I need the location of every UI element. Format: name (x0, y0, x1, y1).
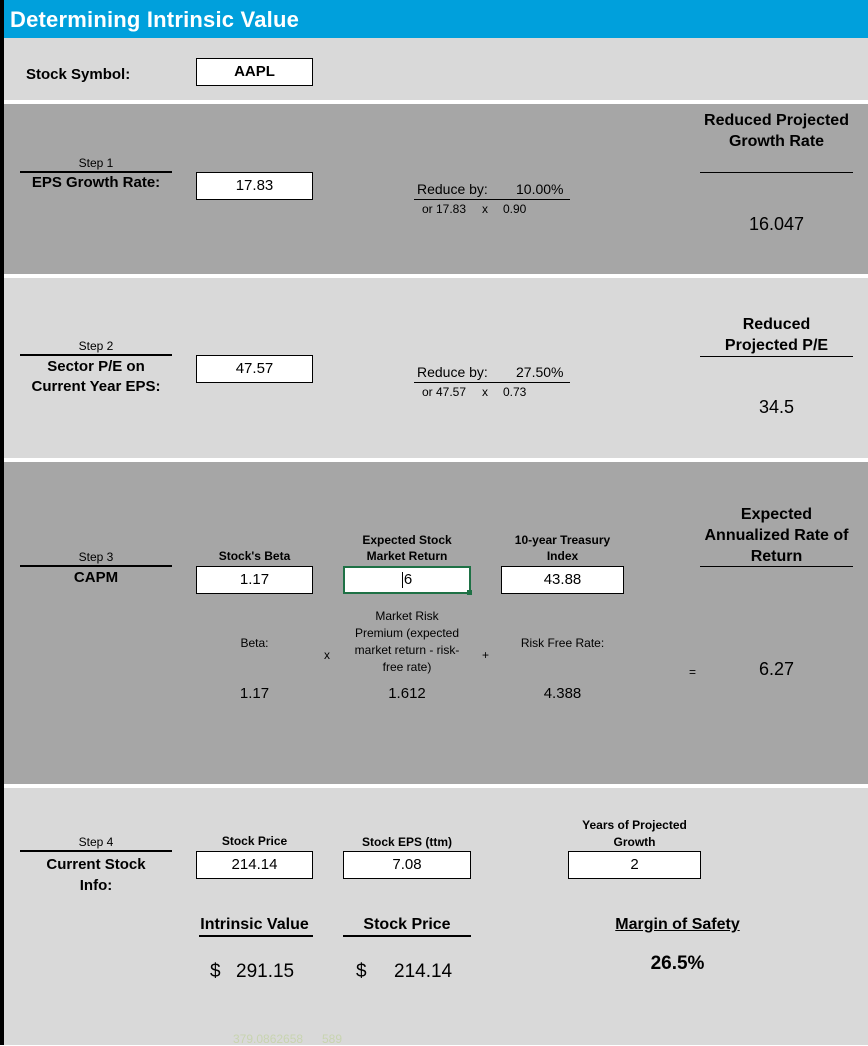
margin-of-safety-value: 26.5% (650, 953, 705, 974)
summary-stock-price-header: Stock Price (363, 916, 451, 933)
step1-reduce-pct: 10.00% (516, 181, 564, 197)
treasury-header-1: 10-year Treasury (514, 533, 611, 547)
sheet-left-border (0, 0, 4, 1045)
eps-growth-label: EPS Growth Rate: (31, 174, 161, 191)
beta-formula-label: Beta: (240, 636, 269, 650)
step2-divider (20, 354, 172, 356)
step3-divider (20, 565, 172, 567)
reduced-pe-value: 34.5 (758, 397, 795, 417)
step2-label: Step 2 (78, 339, 114, 353)
summary-stock-price-currency: $ (356, 961, 367, 982)
margin-of-safety-header: Margin of Safety (615, 916, 740, 933)
premium-label-2: Premium (expected (354, 626, 460, 640)
page-title: Determining Intrinsic Value (10, 7, 300, 32)
premium-calc-value: 1.612 (388, 685, 426, 702)
step2-or-text: or 47.57 (422, 385, 467, 399)
times-symbol: x (324, 648, 330, 662)
step1-factor: 0.90 (503, 202, 527, 216)
sector-pe-label-2: Current Year EPS: (31, 378, 161, 395)
step2-times: x (482, 385, 488, 399)
step3-label: Step 3 (78, 550, 114, 564)
reduced-pe-header-2: Projected P/E (724, 337, 829, 354)
expected-return-header-3: Return (750, 548, 803, 565)
reduced-pe-header-1: Reduced (742, 316, 811, 333)
premium-label-3: market return - risk- (354, 643, 460, 657)
step1-times: x (482, 202, 488, 216)
premium-label-4: free rate) (382, 660, 432, 674)
fill-handle[interactable] (467, 590, 472, 595)
expected-return-header-2: Annualized Rate of (704, 527, 849, 544)
step4-label: Step 4 (78, 835, 114, 849)
plus-symbol: + (482, 648, 490, 662)
text-cursor (402, 572, 403, 588)
stock-eps-header: Stock EPS (ttm) (361, 835, 452, 849)
sector-pe-input[interactable]: 47.57 (196, 355, 313, 383)
equals-symbol: = (689, 665, 697, 679)
step1-or-text: or 17.83 (422, 202, 467, 216)
market-return-input[interactable] (343, 566, 471, 594)
capm-label: CAPM (73, 569, 119, 586)
years-header-2: Growth (613, 835, 656, 849)
summary-stock-price-value: 214.14 (394, 961, 453, 982)
step2-reduce-pct: 27.50% (516, 364, 564, 380)
beta-calc-value: 1.17 (239, 685, 270, 702)
intrinsic-value-header: Intrinsic Value (200, 916, 309, 933)
beta-header: Stock's Beta (218, 549, 291, 563)
hidden-value-a: 379.0862658 (233, 1032, 304, 1046)
intrinsic-value-underline (199, 935, 313, 937)
step1-reduce-label: Reduce by: (417, 181, 488, 197)
current-stock-label-2: Info: (79, 877, 113, 894)
years-input[interactable]: 2 (568, 851, 701, 879)
reduced-pe-underline (700, 356, 853, 357)
intrinsic-value-value: 291.15 (236, 961, 295, 982)
eps-growth-input[interactable]: 17.83 (196, 172, 313, 200)
reduced-growth-header: Reduced Projected Growth Rate (704, 112, 849, 150)
sector-pe-label-1: Sector P/E on (47, 358, 145, 375)
expected-return-underline (700, 566, 853, 567)
treasury-input[interactable]: 43.88 (501, 566, 624, 594)
expected-return-value: 6.27 (758, 659, 795, 679)
rfr-label: Risk Free Rate: (520, 636, 605, 650)
stock-symbol-label: Stock Symbol: (26, 66, 131, 83)
premium-label-1: Market Risk (375, 609, 439, 623)
step1-label: Step 1 (78, 156, 114, 170)
step4-divider (20, 850, 172, 852)
market-return-header-2: Market Return (366, 549, 448, 563)
years-header-1: Years of Projected (582, 818, 687, 832)
stock-symbol-input[interactable]: AAPL (196, 58, 313, 86)
rfr-calc-value: 4.388 (543, 685, 582, 702)
stock-price-input[interactable]: 214.14 (196, 851, 313, 879)
treasury-header-2: Index (546, 549, 579, 563)
step2-reduce-label: Reduce by: (417, 364, 488, 380)
current-stock-label-1: Current Stock (46, 856, 146, 873)
step1-divider (20, 171, 172, 173)
step2-reduce-underline (414, 382, 570, 383)
market-return-value: 6 (403, 571, 413, 588)
symbol-section (4, 38, 868, 100)
step1-reduce-underline (414, 199, 570, 200)
market-return-header-1: Expected Stock (362, 533, 452, 547)
reduced-growth-underline (700, 172, 853, 173)
stock-eps-input[interactable]: 7.08 (343, 851, 471, 879)
summary-stock-price-underline (343, 935, 471, 937)
hidden-value-b: 589 (322, 1032, 343, 1046)
expected-return-header-1: Expected (740, 506, 813, 523)
intrinsic-value-currency: $ (210, 961, 221, 982)
stock-price-header: Stock Price (221, 834, 288, 848)
reduced-growth-value: 16.047 (748, 214, 805, 234)
beta-input[interactable]: 1.17 (196, 566, 313, 594)
step2-factor: 0.73 (503, 385, 527, 399)
